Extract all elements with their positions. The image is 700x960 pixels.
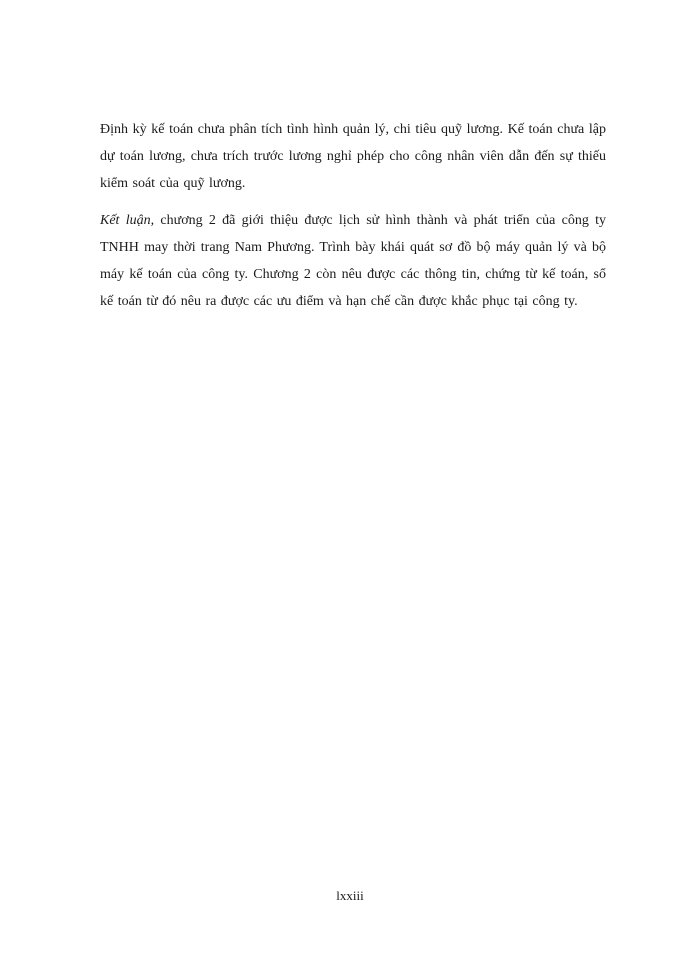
page-number: lxxiii bbox=[336, 888, 364, 903]
paragraph-payroll-control bbox=[100, 116, 606, 197]
paragraph-text: Định kỳ kế toán chưa phân tích tình hình quản lý, chi tiêu quỹ lương. Kế toán chưa lập dự toán lương, chưa trích trước lương nghỉ phép cho công nhân viên dẫn đến sự thiếu kiểm soát của quỹ lương. bbox=[100, 122, 606, 191]
paragraph-lead-italic: Kết luận, bbox=[100, 213, 155, 228]
paragraph-chapter-conclusion bbox=[100, 207, 606, 315]
paragraph-text: chương 2 đã giới thiệu được lịch sử hình thành và phát triển của công ty TNHH may thời trang Nam Phương. Trình bày khái quát sơ đồ bộ máy quản lý và bộ máy kế toán của công ty. Chương 2 còn nêu được các thông tin, chứng từ kế toán, sổ kế toán từ đó nêu ra được các ưu điểm và hạn chế cần được khắc phục tại công ty. bbox=[100, 213, 606, 309]
document-body bbox=[100, 116, 606, 315]
